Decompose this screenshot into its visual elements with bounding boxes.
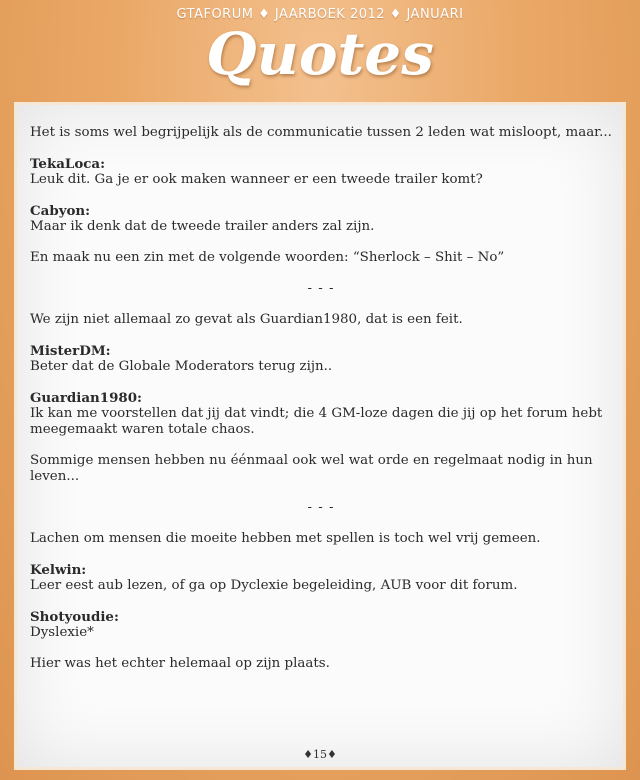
intro-text: We zijn niet allemaal zo gevat als Guardian1980, dat is een feit. xyxy=(30,312,463,327)
intro-text: Lachen om mensen die moeite hebben met spellen is toch wel vrij gemeen. xyxy=(30,531,541,546)
commentary-text: Sommige mensen hebben nu éénmaal ook wel wat orde en regelmaat nodig in hun leven... xyxy=(30,453,593,484)
quotes-content xyxy=(30,125,612,687)
quote-text: Beter dat de Globale Moderators terug zijn.. xyxy=(30,359,333,374)
quote-author: TekaLoca: xyxy=(30,156,106,172)
quote-author: Cabyon: xyxy=(30,203,91,219)
closing-text: Hier was het echter helemaal op zijn plaats. xyxy=(30,656,330,671)
quote-author: MisterDM: xyxy=(30,343,111,359)
quote-text: Leuk dit. Ga je er ook maken wanneer er een tweede trailer komt? xyxy=(30,172,483,187)
page-title: Quotes xyxy=(206,20,434,88)
content-panel xyxy=(14,102,626,770)
section-separator: - - - xyxy=(307,500,335,515)
quote-block xyxy=(30,203,612,235)
intro-text: Het is soms wel begrijpelijk als de communicatie tussen 2 leden wat misloopt, maar... xyxy=(30,125,612,140)
quote-author: Kelwin: xyxy=(30,562,87,578)
quote-author: Shotyoudie: xyxy=(30,609,119,625)
quote-block xyxy=(30,562,612,594)
quote-author: Guardian1980: xyxy=(30,390,142,406)
quote-text: Dyslexie* xyxy=(30,625,94,640)
quote-block xyxy=(30,390,612,438)
quote-block xyxy=(30,343,612,375)
section-separator: - - - xyxy=(307,281,335,296)
header-top-line: GTAFORUM ♦ JAARBOEK 2012 ♦ JANUARI xyxy=(176,7,464,22)
quote-text: Ik kan me voorstellen dat jij dat vindt; die 4 GM-loze dagen die jij op het forum hebt meegemaakt waren totale chaos. xyxy=(30,406,603,437)
quote-text: Maar ik denk dat de tweede trailer anders zal zijn. xyxy=(30,219,375,234)
quote-text: Leer eest aub lezen, of ga op Dyclexie begeleiding, AUB voor dit forum. xyxy=(30,578,518,593)
commentary-text: En maak nu een zin met de volgende woorden: “Sherlock – Shit – No” xyxy=(30,250,505,265)
quote-block xyxy=(30,156,612,188)
quote-block xyxy=(30,609,612,641)
page-number: ♦15♦ xyxy=(303,748,337,761)
